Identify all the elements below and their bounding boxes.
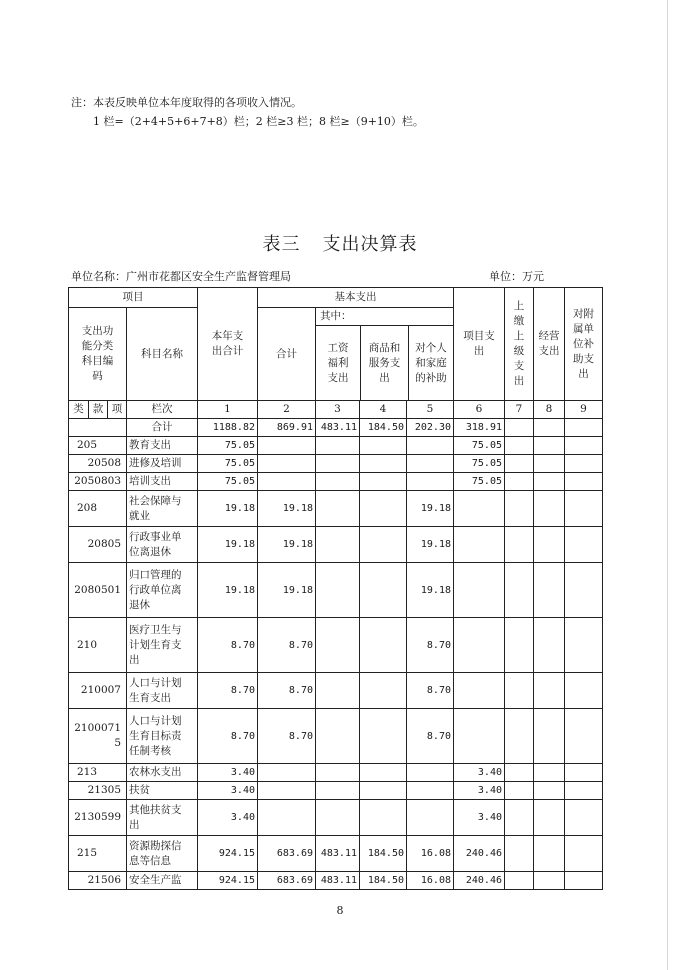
row-subject-name: 进修及培训 bbox=[127, 455, 198, 473]
header-goods: 商品和服务支出 bbox=[361, 326, 409, 400]
unit-label: 单位：万元 bbox=[489, 270, 544, 283]
row-value-cell bbox=[316, 764, 360, 782]
table-row bbox=[69, 563, 603, 618]
row-value-cell bbox=[505, 673, 534, 709]
expenditure-table bbox=[68, 287, 603, 890]
row-value-cell bbox=[534, 782, 565, 800]
header-of-which: 其中： bbox=[316, 308, 453, 326]
row-value-cell bbox=[454, 618, 505, 673]
col-num: 3 bbox=[316, 401, 360, 419]
row-value-cell: 19.18 bbox=[407, 527, 454, 563]
row-subject-name: 培训支出 bbox=[127, 473, 198, 491]
row-code: 2080501 bbox=[69, 563, 127, 618]
row-value-cell bbox=[505, 527, 534, 563]
title-part-1: 表三 bbox=[262, 234, 301, 255]
row-value-cell bbox=[505, 782, 534, 800]
header-project-expense: 项目支出 bbox=[454, 288, 505, 401]
row-value-cell bbox=[454, 673, 505, 709]
row-value-cell bbox=[454, 491, 505, 527]
row-value-cell: 8.70 bbox=[198, 709, 258, 764]
row-value-cell bbox=[360, 491, 407, 527]
row-value-cell: 240.46 bbox=[454, 836, 505, 872]
row-value-cell bbox=[360, 437, 407, 455]
row-value-cell bbox=[534, 800, 565, 836]
col-num: 9 bbox=[565, 401, 603, 419]
col-num: 8 bbox=[534, 401, 565, 419]
row-value-cell bbox=[360, 764, 407, 782]
row-value-cell bbox=[565, 673, 603, 709]
total-cell: 483.11 bbox=[316, 419, 360, 437]
row-value-cell: 3.40 bbox=[454, 782, 505, 800]
table-row bbox=[69, 455, 603, 473]
row-value-cell bbox=[565, 455, 603, 473]
table-row bbox=[69, 673, 603, 709]
row-value-cell: 75.05 bbox=[454, 455, 505, 473]
row-subject-name: 其他扶贫支出 bbox=[127, 800, 198, 836]
row-value-cell: 924.15 bbox=[198, 872, 258, 890]
row-value-cell bbox=[258, 473, 316, 491]
row-value-cell: 8.70 bbox=[407, 709, 454, 764]
row-value-cell bbox=[534, 764, 565, 782]
row-value-cell: 483.11 bbox=[316, 872, 360, 890]
col-num: 4 bbox=[360, 401, 407, 419]
row-value-cell bbox=[360, 673, 407, 709]
row-value-cell bbox=[505, 563, 534, 618]
row-value-cell bbox=[565, 563, 603, 618]
row-value-cell bbox=[454, 527, 505, 563]
row-value-cell bbox=[316, 563, 360, 618]
row-value-cell bbox=[534, 836, 565, 872]
row-value-cell bbox=[565, 836, 603, 872]
row-value-cell: 3.40 bbox=[454, 800, 505, 836]
row-code: 2050803 bbox=[69, 473, 127, 491]
row-value-cell bbox=[565, 473, 603, 491]
row-value-cell bbox=[258, 455, 316, 473]
row-subject-name: 资源勘探信息等信息 bbox=[127, 836, 198, 872]
table-row bbox=[69, 491, 603, 527]
page-title bbox=[0, 230, 680, 256]
row-value-cell: 75.05 bbox=[198, 473, 258, 491]
row-value-cell bbox=[505, 491, 534, 527]
row-value-cell: 75.05 bbox=[454, 437, 505, 455]
row-code: 20508 bbox=[69, 455, 127, 473]
table-row bbox=[69, 527, 603, 563]
table-row bbox=[69, 473, 603, 491]
row-value-cell bbox=[565, 618, 603, 673]
row-value-cell: 8.70 bbox=[407, 618, 454, 673]
row-value-cell bbox=[360, 527, 407, 563]
header-subject-name: 科目名称 bbox=[127, 308, 198, 401]
row-code: 210007 bbox=[69, 673, 127, 709]
row-subject-name: 医疗卫生与计划生育支出 bbox=[127, 618, 198, 673]
row-value-cell: 75.05 bbox=[198, 437, 258, 455]
row-value-cell: 683.69 bbox=[258, 872, 316, 890]
row-value-cell: 19.18 bbox=[407, 563, 454, 618]
col-num: 6 bbox=[454, 401, 505, 419]
row-value-cell: 19.18 bbox=[198, 563, 258, 618]
table-row bbox=[69, 836, 603, 872]
row-value-cell: 8.70 bbox=[258, 673, 316, 709]
row-value-cell bbox=[316, 473, 360, 491]
row-value-cell: 19.18 bbox=[258, 563, 316, 618]
row-value-cell bbox=[534, 527, 565, 563]
header-of-which-group bbox=[316, 308, 454, 401]
row-value-cell bbox=[454, 709, 505, 764]
row-value-cell: 3.40 bbox=[198, 800, 258, 836]
row-value-cell bbox=[316, 618, 360, 673]
table-row bbox=[69, 872, 603, 890]
row-value-cell: 19.18 bbox=[258, 491, 316, 527]
row-value-cell bbox=[258, 437, 316, 455]
header-subsidy: 对附属单位补助支出 bbox=[565, 288, 603, 401]
row-value-cell bbox=[534, 473, 565, 491]
row-code: 208 bbox=[69, 491, 127, 527]
table-row bbox=[69, 618, 603, 673]
row-value-cell bbox=[534, 618, 565, 673]
row-code: 2130599 bbox=[69, 800, 127, 836]
row-value-cell bbox=[316, 709, 360, 764]
row-value-cell: 19.18 bbox=[407, 491, 454, 527]
row-value-cell bbox=[505, 836, 534, 872]
row-value-cell bbox=[360, 782, 407, 800]
col-num: 7 bbox=[505, 401, 534, 419]
row-value-cell bbox=[360, 800, 407, 836]
total-cell bbox=[534, 419, 565, 437]
row-subject-name: 人口与计划生育目标责任制考核 bbox=[127, 709, 198, 764]
header-subtotal: 合计 bbox=[258, 308, 316, 401]
row-value-cell bbox=[565, 800, 603, 836]
row-value-cell bbox=[505, 473, 534, 491]
header-wage: 工资福利支出 bbox=[316, 326, 361, 400]
row-code: 20805 bbox=[69, 527, 127, 563]
row-value-cell bbox=[565, 872, 603, 890]
row-value-cell: 75.05 bbox=[454, 473, 505, 491]
row-value-cell: 3.40 bbox=[198, 764, 258, 782]
row-value-cell: 3.40 bbox=[454, 764, 505, 782]
row-subject-name: 行政事业单位离退休 bbox=[127, 527, 198, 563]
row-value-cell: 19.18 bbox=[258, 527, 316, 563]
table-row bbox=[69, 437, 603, 455]
row-value-cell bbox=[258, 800, 316, 836]
row-value-cell bbox=[534, 872, 565, 890]
header-project: 项目 bbox=[69, 288, 198, 308]
row-value-cell: 8.70 bbox=[198, 618, 258, 673]
row-code: 210 bbox=[69, 618, 127, 673]
row-value-cell: 8.70 bbox=[258, 709, 316, 764]
row-value-cell bbox=[407, 437, 454, 455]
row-value-cell bbox=[360, 709, 407, 764]
row-value-cell bbox=[407, 764, 454, 782]
row-subject-name: 农林水支出 bbox=[127, 764, 198, 782]
row-value-cell bbox=[360, 455, 407, 473]
total-row bbox=[69, 419, 603, 437]
row-value-cell bbox=[565, 527, 603, 563]
row-value-cell bbox=[258, 764, 316, 782]
header-lei: 类 bbox=[69, 401, 89, 419]
row-value-cell bbox=[565, 437, 603, 455]
row-value-cell bbox=[505, 455, 534, 473]
row-value-cell bbox=[316, 437, 360, 455]
row-value-cell bbox=[407, 782, 454, 800]
total-cell: 184.50 bbox=[360, 419, 407, 437]
row-value-cell: 683.69 bbox=[258, 836, 316, 872]
row-code: 21000715 bbox=[69, 709, 127, 764]
header-kuan: 款 bbox=[89, 401, 108, 419]
row-value-cell: 19.18 bbox=[198, 527, 258, 563]
column-number-row bbox=[69, 401, 603, 419]
row-value-cell bbox=[534, 491, 565, 527]
row-value-cell bbox=[534, 563, 565, 618]
row-value-cell bbox=[505, 764, 534, 782]
note-line-1: 注：本表反映单位本年度取得的各项收入情况。 bbox=[71, 96, 302, 109]
header-xiang: 项 bbox=[108, 401, 127, 419]
row-subject-name: 人口与计划生育支出 bbox=[127, 673, 198, 709]
header-lanci: 栏次 bbox=[127, 401, 198, 419]
row-value-cell: 184.50 bbox=[360, 836, 407, 872]
col-num: 5 bbox=[407, 401, 454, 419]
col-num: 2 bbox=[258, 401, 316, 419]
row-value-cell: 8.70 bbox=[198, 673, 258, 709]
row-code: 21506 bbox=[69, 872, 127, 890]
row-value-cell bbox=[360, 473, 407, 491]
header-basic-expense: 基本支出 bbox=[258, 288, 454, 308]
row-value-cell bbox=[534, 673, 565, 709]
page-number: 8 bbox=[336, 904, 344, 917]
row-value-cell bbox=[505, 618, 534, 673]
row-value-cell: 924.15 bbox=[198, 836, 258, 872]
row-value-cell: 3.40 bbox=[198, 782, 258, 800]
total-cell bbox=[505, 419, 534, 437]
total-cell: 202.30 bbox=[407, 419, 454, 437]
row-value-cell bbox=[316, 491, 360, 527]
page-edge-line bbox=[667, 0, 668, 970]
row-value-cell bbox=[505, 872, 534, 890]
row-value-cell bbox=[316, 800, 360, 836]
total-cell bbox=[565, 419, 603, 437]
table-row bbox=[69, 800, 603, 836]
row-code: 215 bbox=[69, 836, 127, 872]
row-code: 205 bbox=[69, 437, 127, 455]
row-value-cell bbox=[534, 437, 565, 455]
row-value-cell bbox=[505, 800, 534, 836]
row-value-cell bbox=[505, 437, 534, 455]
row-value-cell bbox=[565, 709, 603, 764]
row-subject-name: 扶贫 bbox=[127, 782, 198, 800]
row-subject-name: 安全生产监 bbox=[127, 872, 198, 890]
row-value-cell: 19.18 bbox=[198, 491, 258, 527]
row-value-cell: 184.50 bbox=[360, 872, 407, 890]
total-label: 合计 bbox=[127, 419, 198, 437]
row-subject-name: 教育支出 bbox=[127, 437, 198, 455]
row-value-cell: 16.08 bbox=[407, 836, 454, 872]
total-cell: 318.91 bbox=[454, 419, 505, 437]
col-num: 1 bbox=[198, 401, 258, 419]
row-value-cell: 8.70 bbox=[258, 618, 316, 673]
row-value-cell: 16.08 bbox=[407, 872, 454, 890]
row-value-cell: 240.46 bbox=[454, 872, 505, 890]
row-value-cell bbox=[407, 800, 454, 836]
note-line-2: 1 栏=（2+4+5+6+7+8）栏；2 栏≥3 栏；8 栏≥（9+10）栏。 bbox=[93, 115, 424, 128]
header-upper: 上缴上级支出 bbox=[505, 288, 534, 401]
row-value-cell bbox=[316, 527, 360, 563]
row-value-cell bbox=[534, 455, 565, 473]
title-part-2: 支出决算表 bbox=[322, 234, 418, 255]
row-value-cell bbox=[565, 782, 603, 800]
header-personal: 对个人和家庭的补助 bbox=[415, 341, 447, 384]
row-subject-name: 归口管理的行政单位离退休 bbox=[127, 563, 198, 618]
row-value-cell bbox=[565, 491, 603, 527]
table-row bbox=[69, 764, 603, 782]
row-value-cell bbox=[407, 455, 454, 473]
row-value-cell bbox=[454, 563, 505, 618]
row-subject-name: 社会保障与就业 bbox=[127, 491, 198, 527]
row-code: 213 bbox=[69, 764, 127, 782]
total-cell: 1188.82 bbox=[198, 419, 258, 437]
row-value-cell bbox=[534, 709, 565, 764]
row-value-cell: 483.11 bbox=[316, 836, 360, 872]
row-value-cell bbox=[316, 673, 360, 709]
row-value-cell: 75.05 bbox=[198, 455, 258, 473]
header-total-year: 本年支出合计 bbox=[198, 288, 258, 401]
table-row bbox=[69, 709, 603, 764]
row-value-cell bbox=[360, 618, 407, 673]
row-value-cell bbox=[565, 764, 603, 782]
header-func-code: 支出功能分类科目编码 bbox=[69, 308, 127, 401]
row-value-cell bbox=[258, 782, 316, 800]
row-value-cell bbox=[505, 709, 534, 764]
row-code: 21305 bbox=[69, 782, 127, 800]
row-value-cell bbox=[316, 455, 360, 473]
unit-name: 单位名称：广州市花都区安全生产监督管理局 bbox=[71, 270, 291, 283]
row-value-cell bbox=[407, 473, 454, 491]
row-value-cell bbox=[360, 563, 407, 618]
total-cell: 869.91 bbox=[258, 419, 316, 437]
row-value-cell bbox=[316, 782, 360, 800]
table-row bbox=[69, 782, 603, 800]
header-business: 经营支出 bbox=[534, 288, 565, 401]
row-value-cell: 8.70 bbox=[407, 673, 454, 709]
